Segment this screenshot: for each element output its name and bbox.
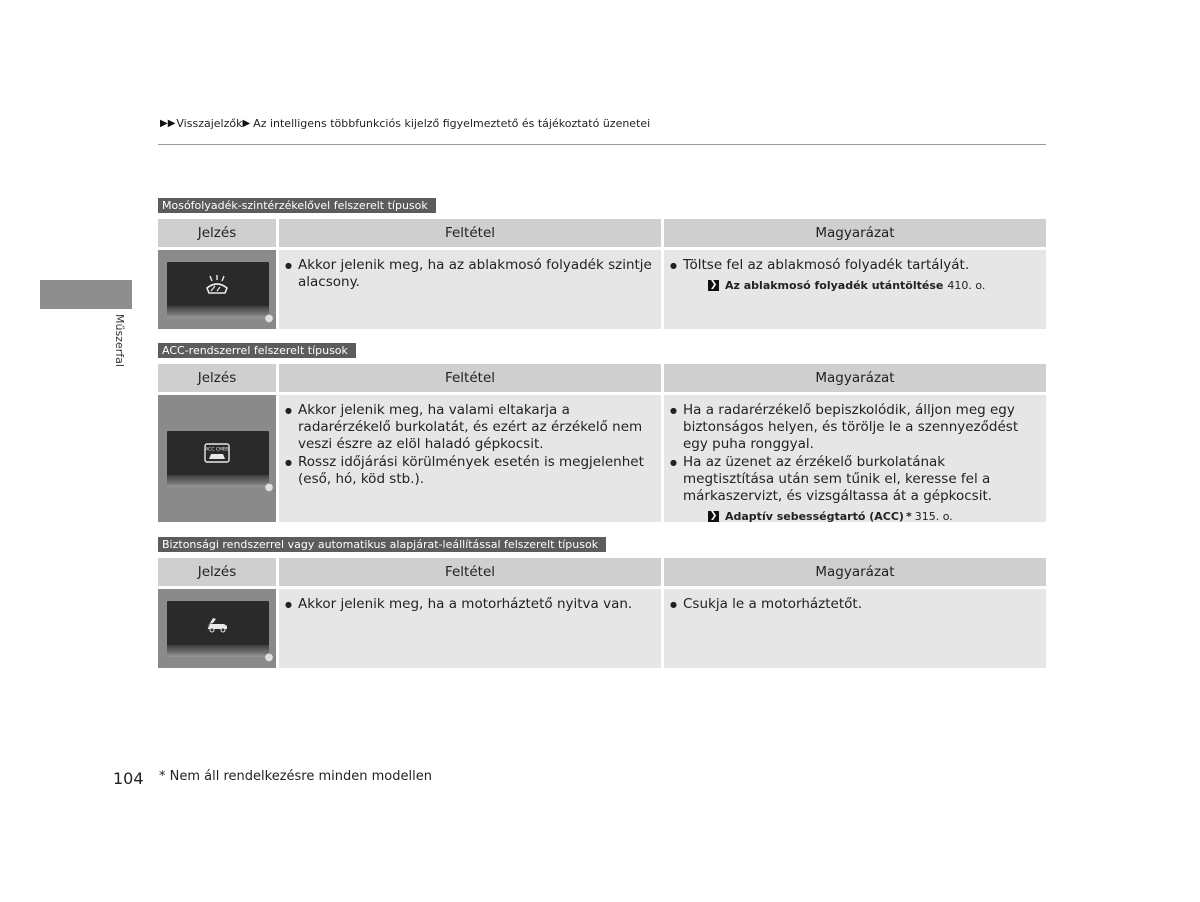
screen-strip <box>167 645 269 657</box>
condition-item: ● Akkor jelenik meg, ha a motorháztető nyitva van. <box>285 596 653 613</box>
washer-fluid-icon <box>204 274 230 296</box>
condition-cell <box>279 250 661 329</box>
page-reference[interactable] <box>708 277 1038 294</box>
knob-icon: ● <box>264 482 274 493</box>
explanation-cell <box>664 589 1046 668</box>
header-feltetel: Feltétel <box>279 219 661 247</box>
footnote: * Nem áll rendelkezésre minden modellen <box>159 769 432 784</box>
reference-page: 315. o. <box>914 510 953 523</box>
section-washer <box>158 194 1046 329</box>
indicator-image <box>158 395 276 522</box>
explanation-item: ● Csukja le a motorháztetőt. <box>670 596 1038 613</box>
table-row <box>158 250 1046 329</box>
reference-arrow-icon: ❯ <box>709 511 718 521</box>
explanation-item: ● Ha a radarérzékelő bepiszkolódik, álljon meg egy biztonságos helyen, és törölje le a szennyeződést egy puha ronggyal. <box>670 402 1038 453</box>
hood-open-icon <box>204 613 230 635</box>
screen-strip <box>167 475 269 487</box>
table-header <box>158 219 1046 247</box>
page-reference[interactable] <box>708 508 1038 525</box>
header-feltetel: Feltétel <box>279 558 661 586</box>
indicator-image <box>158 589 276 668</box>
table-header <box>158 558 1046 586</box>
explanation-item: ● Töltse fel az ablakmosó folyadék tartályát. <box>670 257 1038 274</box>
reference-arrow-icon: ❯ <box>709 280 718 290</box>
chapter-label: Műszerfal <box>113 314 126 367</box>
condition-item: ● Akkor jelenik meg, ha az ablakmosó folyadék szintje alacsony. <box>285 257 653 291</box>
section-label: ACC-rendszerrel felszerelt típusok <box>158 343 356 358</box>
table-header <box>158 364 1046 392</box>
screen-strip <box>167 306 269 318</box>
breadcrumb-part1[interactable]: Visszajelzők <box>176 117 243 130</box>
display-screen <box>167 431 274 493</box>
table-row <box>158 395 1046 522</box>
acc-icon-text: ACC CMBS <box>205 447 229 453</box>
reference-page: 410. o. <box>947 279 986 292</box>
indicator-image <box>158 250 276 329</box>
condition-item: ● Akkor jelenik meg, ha valami eltakarja a radarérzékelő burkolatát, és ezért az érzékelő nem veszi észre az elöl haladó gépkocsit. <box>285 402 653 453</box>
header-rule <box>158 144 1046 145</box>
knob-icon: ● <box>264 313 274 324</box>
footnote-star: * <box>905 510 912 523</box>
breadcrumb-arrow-icon: ▶▶ <box>160 118 176 129</box>
condition-cell <box>279 395 661 522</box>
header-jelzes: Jelzés <box>158 219 276 247</box>
explanation-item: ● Ha az üzenet az érzékelő burkolatának megtisztítása után sem tűnik el, keresse fel a márkaszervizt, és vizsgáltassa át a gépkocsit. <box>670 454 1038 505</box>
breadcrumb <box>160 117 650 130</box>
knob-icon: ● <box>264 652 274 663</box>
condition-item: ● Rossz időjárási körülmények esetén is megjelenhet (eső, hó, köd stb.). <box>285 454 653 488</box>
table-row <box>158 589 1046 668</box>
page-number: 104 <box>113 769 144 788</box>
reference-title[interactable]: Adaptív sebességtartó (ACC) <box>725 510 904 523</box>
breadcrumb-separator-icon: ▶ <box>242 118 251 129</box>
section-label: Biztonsági rendszerrel vagy automatikus alapjárat-leállítással felszerelt típusok <box>158 537 606 552</box>
display-screen <box>167 262 274 324</box>
acc-radar-icon <box>204 443 230 465</box>
header-jelzes: Jelzés <box>158 558 276 586</box>
section-acc <box>158 339 1046 522</box>
section-hood <box>158 533 1046 668</box>
header-magyarazat: Magyarázat <box>664 219 1046 247</box>
header-magyarazat: Magyarázat <box>664 364 1046 392</box>
section-label: Mosófolyadék-szintérzékelővel felszerelt típusok <box>158 198 436 213</box>
chapter-tab <box>40 280 132 309</box>
header-magyarazat: Magyarázat <box>664 558 1046 586</box>
reference-title[interactable]: Az ablakmosó folyadék utántöltése <box>725 279 944 292</box>
condition-cell <box>279 589 661 668</box>
header-feltetel: Feltétel <box>279 364 661 392</box>
breadcrumb-part2[interactable]: Az intelligens többfunkciós kijelző figyelmeztető és tájékoztató üzenetei <box>253 117 651 130</box>
display-screen <box>167 601 274 663</box>
explanation-cell <box>664 395 1046 522</box>
header-jelzes: Jelzés <box>158 364 276 392</box>
explanation-cell <box>664 250 1046 329</box>
